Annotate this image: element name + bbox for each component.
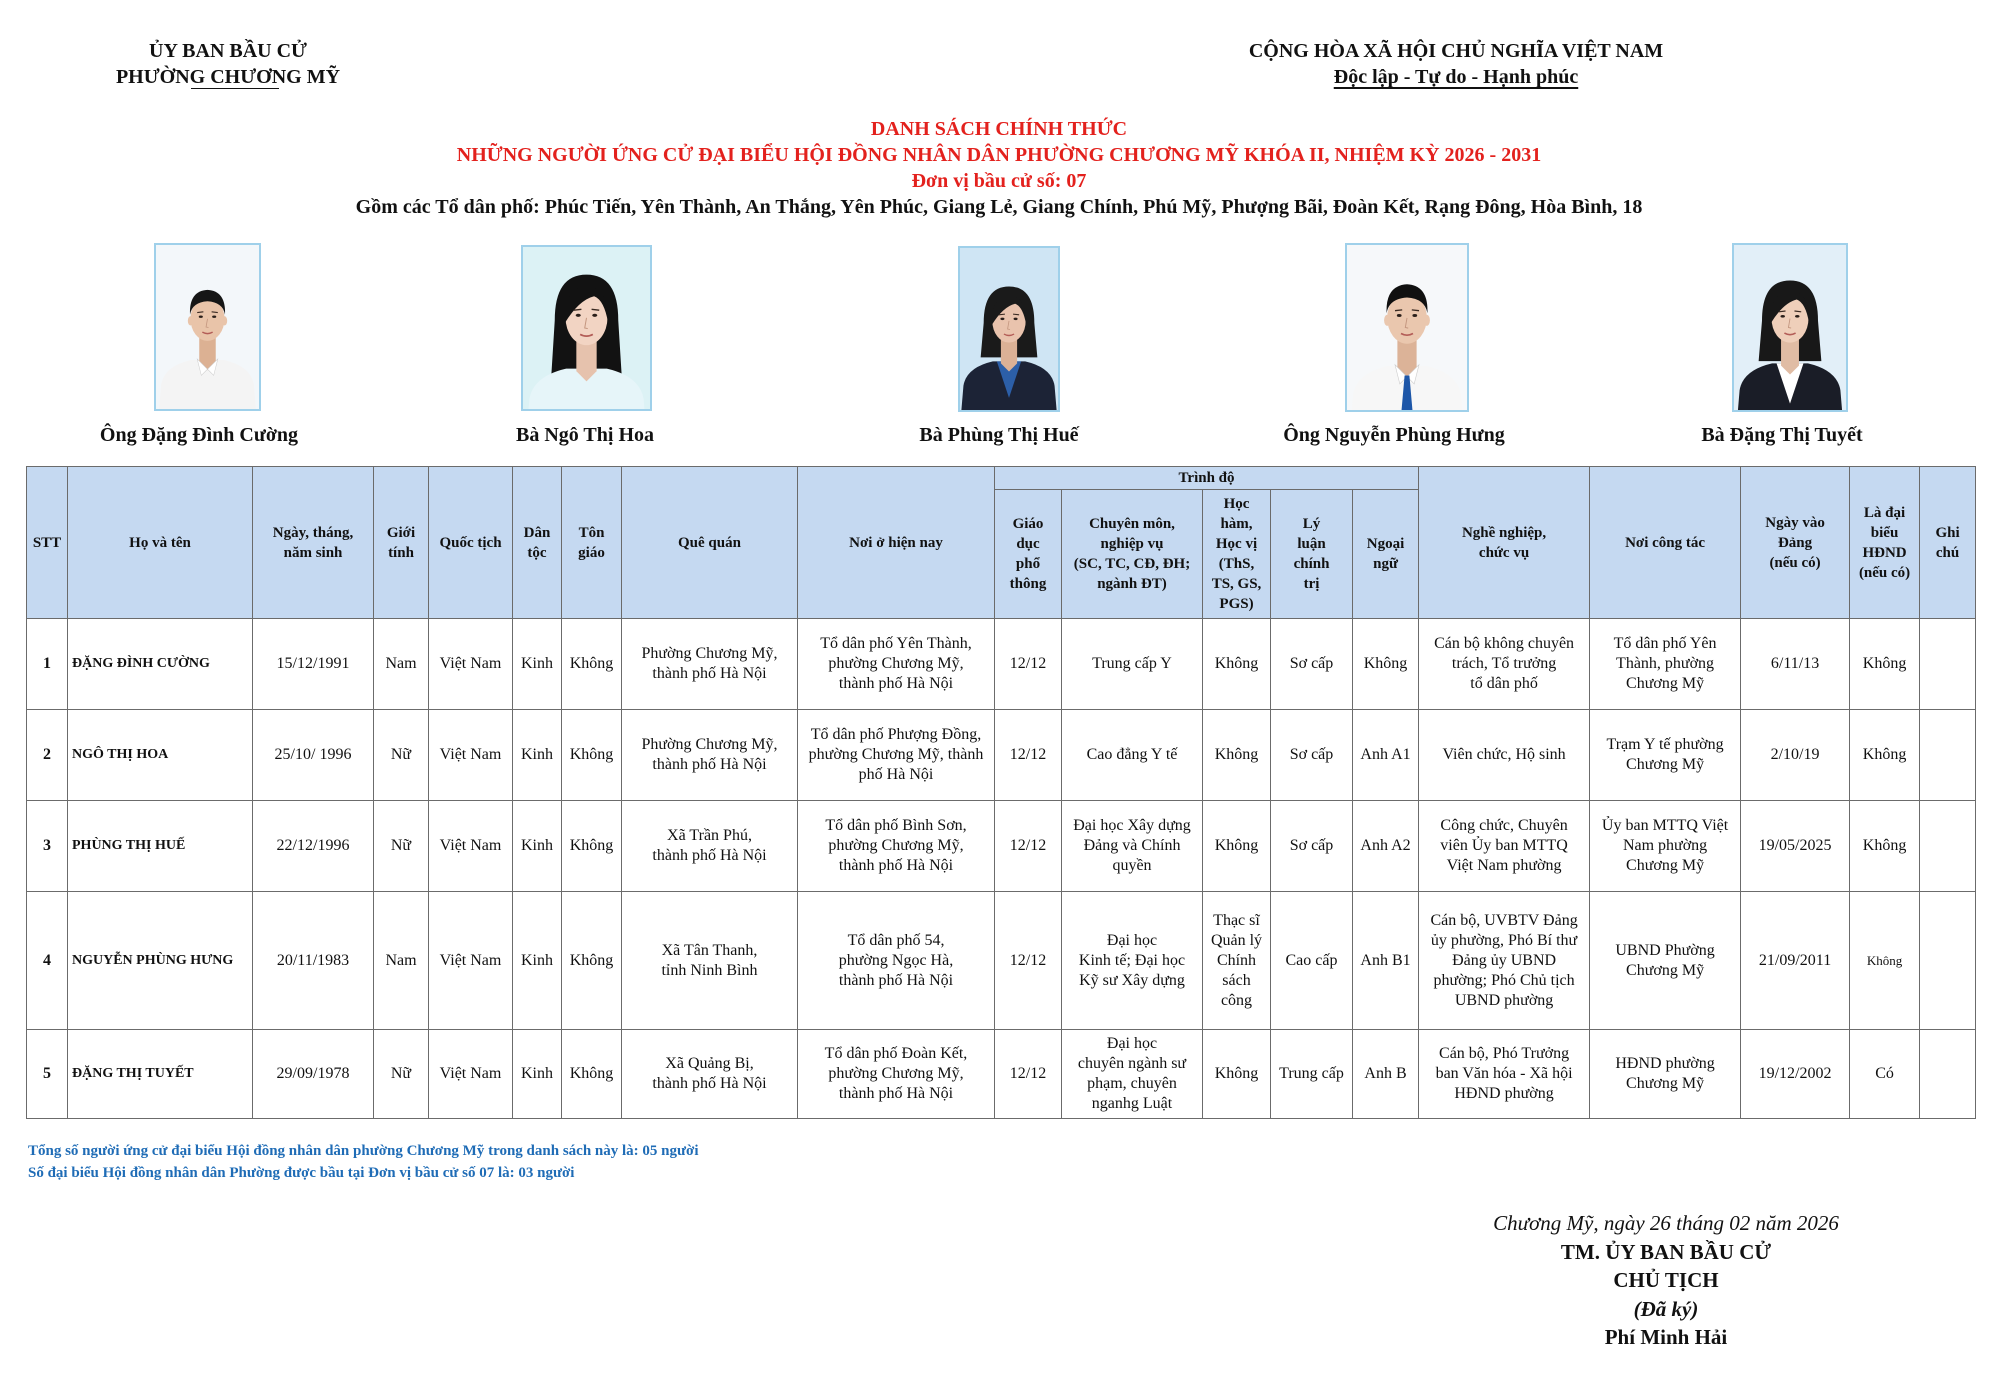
cell-name: ĐẶNG THỊ TUYẾT [68, 1030, 253, 1119]
cell-religion: Không [562, 892, 622, 1030]
col-header-gender: Giới tính [374, 467, 429, 619]
portrait-image [523, 247, 650, 409]
cell-hometown: Phường Chương Mỹ, thành phố Hà Nội [622, 710, 798, 801]
cell-political: Cao cấp [1271, 892, 1353, 1030]
cell-general-education: 12/12 [995, 892, 1062, 1030]
cell-occupation: Viên chức, Hộ sinh [1419, 710, 1590, 801]
col-header-stt: STT [27, 467, 68, 619]
title-line-1: DANH SÁCH CHÍNH THỨC [870, 118, 1128, 140]
table-row [27, 710, 1976, 801]
cell-stt: 4 [27, 892, 68, 1030]
cell-council-member: Không [1850, 710, 1920, 801]
table-header [27, 467, 1976, 619]
portrait-image [960, 248, 1058, 410]
issuer-header [28, 38, 428, 90]
cell-stt: 5 [27, 1030, 68, 1119]
portrait-image [1734, 245, 1846, 410]
cell-residence: Tổ dân phố Đoàn Kết, phường Chương Mỹ, thành phố Hà Nội [798, 1030, 995, 1119]
table-body [27, 619, 1976, 1119]
candidate-caption: Bà Phùng Thị Huế [919, 424, 1079, 446]
cell-dob: 29/09/1978 [253, 1030, 374, 1119]
cell-residence: Tổ dân phố 54, phường Ngọc Hà, thành phố Hà Nội [798, 892, 995, 1030]
cell-specialty: Cao đẳng Y tế [1062, 710, 1203, 801]
cell-name: NGUYỄN PHÙNG HƯNG [68, 892, 253, 1030]
issuer-underline [191, 88, 279, 89]
cell-academic: Thạc sĩ Quản lý Chính sách công [1203, 892, 1271, 1030]
col-header-dob: Ngày, tháng, năm sinh [253, 467, 374, 619]
cell-language: Anh B [1353, 1030, 1419, 1119]
cell-language: Anh A2 [1353, 801, 1419, 892]
title-line-3: Đơn vị bầu cử số: 07 [911, 170, 1087, 192]
cell-note [1920, 710, 1976, 801]
cell-workplace: HĐND phường Chương Mỹ [1590, 1030, 1741, 1119]
candidate-caption: Ông Đặng Đình Cường [99, 424, 299, 446]
table-row [27, 1030, 1976, 1119]
cell-name: PHÙNG THỊ HUẾ [68, 801, 253, 892]
col-header-religion: Tôn giáo [562, 467, 622, 619]
cell-name: NGÔ THỊ HOA [68, 710, 253, 801]
cell-nationality: Việt Nam [429, 892, 513, 1030]
signed-status: (Đã ký) [1633, 1296, 1699, 1321]
candidate-photo [958, 246, 1060, 412]
cell-note [1920, 619, 1976, 710]
col-header-workplace: Nơi công tác [1590, 467, 1741, 619]
table-row [27, 801, 1976, 892]
cell-occupation: Công chức, Chuyên viên Ủy ban MTTQ Việt Nam phường [1419, 801, 1590, 892]
signer-position: CHỦ TỊCH [1613, 1268, 1719, 1292]
cell-note [1920, 892, 1976, 1030]
col-header-hometown: Quê quán [622, 467, 798, 619]
col-header-council-member: Là đại biểu HĐND (nếu có) [1850, 467, 1920, 619]
cell-nationality: Việt Nam [429, 801, 513, 892]
national-title: CỘNG HÒA XÃ HỘI CHỦ NGHĨA VIỆT NAM [1248, 40, 1664, 62]
document-title [0, 116, 1998, 220]
note-total-candidates: Tổng số người ứng cử đại biểu Hội đồng nhân dân phường Chương Mỹ trong danh sách này là: 05 người [28, 1143, 699, 1159]
cell-occupation: Cán bộ không chuyên trách, Tổ trưởng tổ dân phố [1419, 619, 1590, 710]
cell-hometown: Phường Chương Mỹ, thành phố Hà Nội [622, 619, 798, 710]
col-header-note: Ghi chú [1920, 467, 1976, 619]
table-row [27, 619, 1976, 710]
cell-name: ĐẶNG ĐÌNH CƯỜNG [68, 619, 253, 710]
cell-dob: 25/10/ 1996 [253, 710, 374, 801]
cell-nationality: Việt Nam [429, 710, 513, 801]
cell-workplace: Ủy ban MTTQ Việt Nam phường Chương Mỹ [1590, 801, 1741, 892]
title-line-2: NHỮNG NGƯỜI ỨNG CỬ ĐẠI BIỂU HỘI ĐỒNG NHÂN DÂN PHƯỜNG CHƯƠNG MỸ KHÓA II, NHIỆM KỲ 2026 - 2031 [456, 144, 1542, 166]
cell-academic: Không [1203, 619, 1271, 710]
cell-ethnicity: Kinh [513, 1030, 562, 1119]
cell-council-member: Không [1850, 892, 1920, 1030]
cell-nationality: Việt Nam [429, 1030, 513, 1119]
cell-hometown: Xã Quảng Bị, thành phố Hà Nội [622, 1030, 798, 1119]
cell-political: Sơ cấp [1271, 619, 1353, 710]
cell-ethnicity: Kinh [513, 619, 562, 710]
candidate-caption: Ông Nguyễn Phùng Hưng [1283, 424, 1505, 446]
cell-residence: Tổ dân phố Bình Sơn, phường Chương Mỹ, thành phố Hà Nội [798, 801, 995, 892]
cell-general-education: 12/12 [995, 801, 1062, 892]
cell-gender: Nữ [374, 710, 429, 801]
cell-note [1920, 1030, 1976, 1119]
cell-council-member: Không [1850, 619, 1920, 710]
signing-organization: TM. ỦY BAN BẦU CỬ [1560, 1239, 1772, 1264]
cell-stt: 1 [27, 619, 68, 710]
cell-specialty: Đại học chuyên ngành sư phạm, chuyên nganhg Luật [1062, 1030, 1203, 1119]
col-header-residence: Nơi ở hiện nay [798, 467, 995, 619]
col-header-education-group: Trình độ [995, 467, 1419, 490]
cell-gender: Nữ [374, 1030, 429, 1119]
cell-ethnicity: Kinh [513, 710, 562, 801]
summary-notes [28, 1140, 698, 1184]
cell-party-date: 2/10/19 [1741, 710, 1850, 801]
cell-gender: Nam [374, 619, 429, 710]
place-date: Chương Mỹ, ngày 26 tháng 02 năm 2026 [1493, 1211, 1839, 1235]
candidate-caption: Bà Đặng Thị Tuyết [1701, 424, 1863, 446]
signer-name: Phí Minh Hải [1604, 1325, 1728, 1349]
cell-religion: Không [562, 619, 622, 710]
signature-block [1416, 1209, 1916, 1352]
col-header-nationality: Quốc tịch [429, 467, 513, 619]
portrait-image [1347, 245, 1467, 410]
cell-political: Sơ cấp [1271, 801, 1353, 892]
issuer-line-2: PHƯỜNG CHƯƠNG MỸ [115, 66, 341, 88]
cell-nationality: Việt Nam [429, 619, 513, 710]
col-header-political: Lý luận chính trị [1271, 490, 1353, 619]
col-header-general-education: Giáo dục phổ thông [995, 490, 1062, 619]
cell-dob: 20/11/1983 [253, 892, 374, 1030]
col-header-occupation: Nghề nghiệp, chức vụ [1419, 467, 1590, 619]
cell-party-date: 19/05/2025 [1741, 801, 1850, 892]
national-header [1176, 38, 1736, 90]
portrait-image [156, 245, 259, 409]
candidate-photo [1345, 243, 1469, 412]
col-header-academic: Học hàm, Học vị (ThS, TS, GS, PGS) [1203, 490, 1271, 619]
title-line-4: Gồm các Tổ dân phố: Phúc Tiến, Yên Thành, An Thắng, Yên Phúc, Giang Lẻ, Giang Chính, Phú Mỹ, Phượng Bãi, Đoàn Kết, Rạng Đông, Hòa Bình, 18 [355, 196, 1643, 218]
candidate-caption: Bà Ngô Thị Hoa [516, 424, 654, 446]
cell-hometown: Xã Trần Phú, thành phố Hà Nội [622, 801, 798, 892]
cell-religion: Không [562, 801, 622, 892]
cell-workplace: UBND Phường Chương Mỹ [1590, 892, 1741, 1030]
cell-workplace: Tổ dân phố Yên Thành, phường Chương Mỹ [1590, 619, 1741, 710]
cell-language: Anh A1 [1353, 710, 1419, 801]
cell-workplace: Trạm Y tế phường Chương Mỹ [1590, 710, 1741, 801]
cell-stt: 3 [27, 801, 68, 892]
col-header-specialty: Chuyên môn, nghiệp vụ (SC, TC, CĐ, ĐH; ngành ĐT) [1062, 490, 1203, 619]
cell-religion: Không [562, 710, 622, 801]
cell-dob: 15/12/1991 [253, 619, 374, 710]
cell-political: Sơ cấp [1271, 710, 1353, 801]
cell-hometown: Xã Tân Thanh, tỉnh Ninh Bình [622, 892, 798, 1030]
cell-academic: Không [1203, 801, 1271, 892]
col-header-party-date: Ngày vào Đảng (nếu có) [1741, 467, 1850, 619]
cell-ethnicity: Kinh [513, 892, 562, 1030]
cell-party-date: 6/11/13 [1741, 619, 1850, 710]
cell-council-member: Có [1850, 1030, 1920, 1119]
col-header-name: Họ và tên [68, 467, 253, 619]
cell-residence: Tổ dân phố Phượng Đồng, phường Chương Mỹ, thành phố Hà Nội [798, 710, 995, 801]
cell-academic: Không [1203, 710, 1271, 801]
cell-party-date: 19/12/2002 [1741, 1030, 1850, 1119]
table-row [27, 892, 1976, 1030]
col-header-ethnicity: Dân tộc [513, 467, 562, 619]
candidate-photo [521, 245, 652, 411]
cell-ethnicity: Kinh [513, 801, 562, 892]
cell-occupation: Cán bộ, UVBTV Đảng ủy phường, Phó Bí thư Đảng ủy UBND phường; Phó Chủ tịch UBND phường [1419, 892, 1590, 1030]
cell-general-education: 12/12 [995, 710, 1062, 801]
cell-language: Không [1353, 619, 1419, 710]
col-header-language: Ngoại ngữ [1353, 490, 1419, 619]
cell-party-date: 21/09/2011 [1741, 892, 1850, 1030]
cell-language: Anh B1 [1353, 892, 1419, 1030]
candidate-photo [1732, 243, 1848, 412]
cell-general-education: 12/12 [995, 1030, 1062, 1119]
cell-occupation: Cán bộ, Phó Trưởng ban Văn hóa - Xã hội HĐND phường [1419, 1030, 1590, 1119]
candidate-photo [154, 243, 261, 411]
cell-gender: Nữ [374, 801, 429, 892]
national-motto: Độc lập - Tự do - Hạnh phúc [1333, 66, 1579, 88]
cell-political: Trung cấp [1271, 1030, 1353, 1119]
cell-specialty: Đại học Xây dựng Đảng và Chính quyền [1062, 801, 1203, 892]
candidate-table [26, 466, 1976, 1119]
cell-religion: Không [562, 1030, 622, 1119]
cell-general-education: 12/12 [995, 619, 1062, 710]
cell-academic: Không [1203, 1030, 1271, 1119]
cell-residence: Tổ dân phố Yên Thành, phường Chương Mỹ, thành phố Hà Nội [798, 619, 995, 710]
cell-gender: Nam [374, 892, 429, 1030]
cell-specialty: Trung cấp Y [1062, 619, 1203, 710]
issuer-line-1: ỦY BAN BẦU CỬ [149, 40, 307, 62]
cell-dob: 22/12/1996 [253, 801, 374, 892]
cell-council-member: Không [1850, 801, 1920, 892]
cell-note [1920, 801, 1976, 892]
note-elected-seats: Số đại biểu Hội đồng nhân dân Phường được bầu tại Đơn vị bầu cử số 07 là: 03 người [28, 1165, 575, 1181]
cell-stt: 2 [27, 710, 68, 801]
cell-specialty: Đại học Kinh tế; Đại học Kỹ sư Xây dựng [1062, 892, 1203, 1030]
